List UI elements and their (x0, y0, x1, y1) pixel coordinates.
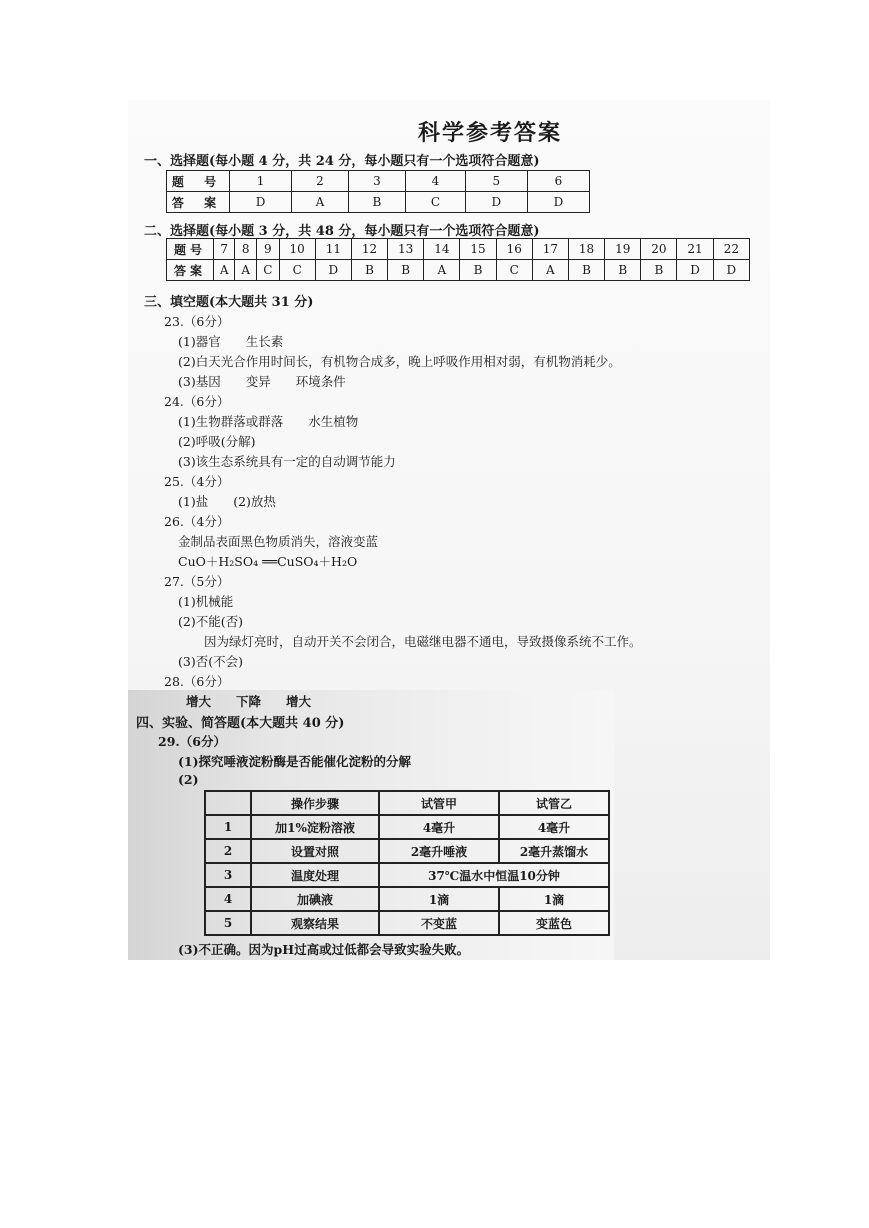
question-number: 10 (279, 239, 315, 260)
question-number: 18 (568, 239, 604, 260)
q23-answer-1: (1)器官 生长素 (178, 334, 284, 349)
question-number: 1 (230, 171, 292, 192)
question-number: 21 (677, 239, 713, 260)
answer-cell: D (713, 260, 749, 281)
answer-cell: B (605, 260, 641, 281)
q24-label: 24.（6分） (164, 394, 230, 409)
q24-answer-3: (3)该生态系统具有一定的自动调节能力 (178, 454, 396, 469)
q29-answer-3: (3)不正确。因为pH过高或过低都会导致实验失败。 (178, 942, 470, 957)
section1-heading: 一、选择题(每小题 4 分，共 24 分，每小题只有一个选项符合题意) (144, 154, 540, 169)
cell-tube-a: 不变蓝 (379, 911, 499, 935)
q27-label: 27.（5分） (164, 574, 230, 589)
q27-answer-1: (1)机械能 (178, 594, 234, 609)
answer-cell: A (214, 260, 235, 281)
question-number: 17 (532, 239, 568, 260)
section1-answer-table (166, 170, 590, 213)
cell-tube-b: 4毫升 (499, 815, 609, 839)
q23-answer-2: (2)白天光合作用时间长，有机物合成多，晚上呼吸作用相对弱，有机物消耗少。 (178, 354, 621, 369)
question-number: 13 (388, 239, 424, 260)
cell-tube-b: 1滴 (499, 887, 609, 911)
question-number: 9 (256, 239, 279, 260)
q25-answer-1: (1)盐 (2)放热 (178, 494, 276, 509)
table-row (205, 911, 609, 935)
section4-heading: 四、实验、简答题(本大题共 40 分) (136, 716, 345, 731)
q23-answer-3: (3)基因 变异 环境条件 (178, 374, 346, 389)
step-number: 2 (205, 839, 251, 863)
question-number: 7 (214, 239, 235, 260)
q28-answer: 增大 下降 增大 (186, 694, 312, 709)
answer-cell: A (235, 260, 256, 281)
cell-tube-b: 2毫升蒸馏水 (499, 839, 609, 863)
answer-cell: C (256, 260, 279, 281)
row-label-number: 题 号 (167, 171, 230, 192)
q29-answer-2-label: (2) (178, 772, 199, 787)
q27-answer-2: (2)不能(否) (178, 614, 243, 629)
cell-tube-a: 2毫升唾液 (379, 839, 499, 863)
question-number: 19 (605, 239, 641, 260)
answer-cell: B (351, 260, 387, 281)
section2-answer-table (166, 238, 750, 281)
table-row (167, 192, 590, 213)
table-row (205, 839, 609, 863)
step-number: 4 (205, 887, 251, 911)
question-number: 6 (527, 171, 589, 192)
answer-cell: B (460, 260, 496, 281)
q24-answer-1: (1)生物群落或群落 水生植物 (178, 414, 359, 429)
answer-cell: B (388, 260, 424, 281)
step-name: 加1%淀粉溶液 (251, 815, 379, 839)
answer-cell: D (465, 192, 527, 213)
question-number: 20 (641, 239, 677, 260)
answer-cell: B (348, 192, 405, 213)
question-number: 5 (465, 171, 527, 192)
experiment-table (204, 790, 610, 936)
answer-cell: C (279, 260, 315, 281)
q27-answer-3: (3)否(不会) (178, 654, 243, 669)
answer-cell: D (315, 260, 351, 281)
section3-heading: 三、填空题(本大题共 31 分) (144, 295, 314, 310)
answer-cell: A (424, 260, 460, 281)
q24-answer-2: (2)呼吸(分解) (178, 434, 256, 449)
q28-label: 28.（6分） (164, 674, 230, 689)
q27-explanation: 因为绿灯亮时，自动开关不会闭合，电磁继电器不通电，导致摄像系统不工作。 (204, 634, 642, 649)
q26-answer-1: 金制品表面黑色物质消失，溶液变蓝 (178, 534, 379, 549)
table-row (205, 815, 609, 839)
header-cell: 试管乙 (499, 791, 609, 815)
answer-cell: D (230, 192, 292, 213)
step-name: 设置对照 (251, 839, 379, 863)
q23-label: 23.（6分） (164, 314, 230, 329)
question-number: 12 (351, 239, 387, 260)
question-number: 4 (406, 171, 466, 192)
step-name: 加碘液 (251, 887, 379, 911)
answer-cell: C (496, 260, 532, 281)
q26-equation: CuO＋H₂SO₄ ══CuSO₄＋H₂O (178, 554, 358, 569)
answer-cell: C (406, 192, 466, 213)
q29-label: 29.（6分） (158, 734, 226, 749)
question-number: 14 (424, 239, 460, 260)
answer-cell: B (641, 260, 677, 281)
answer-cell: D (677, 260, 713, 281)
q29-answer-1: (1)探究唾液淀粉酶是否能催化淀粉的分解 (178, 754, 412, 769)
question-number: 8 (235, 239, 256, 260)
table-row (167, 239, 750, 260)
question-number: 15 (460, 239, 496, 260)
answer-cell: B (568, 260, 604, 281)
table-row (205, 887, 609, 911)
table-row (205, 863, 609, 887)
answer-cell: A (532, 260, 568, 281)
page-title: 科学参考答案 (418, 120, 563, 146)
row-label-answer: 答案 (167, 260, 214, 281)
step-name: 温度处理 (251, 863, 379, 887)
header-cell (205, 791, 251, 815)
table-row (167, 171, 590, 192)
question-number: 3 (348, 171, 405, 192)
table-row (205, 791, 609, 815)
answer-cell: A (292, 192, 349, 213)
question-number: 22 (713, 239, 749, 260)
answer-cell: D (527, 192, 589, 213)
cell-tube-b: 变蓝色 (499, 911, 609, 935)
cell-tube-a: 1滴 (379, 887, 499, 911)
question-number: 11 (315, 239, 351, 260)
question-number: 16 (496, 239, 532, 260)
table-row (167, 260, 750, 281)
section2-heading: 二、选择题(每小题 3 分，共 48 分，每小题只有一个选项符合题意) (144, 224, 540, 239)
cell-both-tubes: 37℃温水中恒温10分钟 (379, 863, 609, 887)
header-cell: 试管甲 (379, 791, 499, 815)
step-name: 观察结果 (251, 911, 379, 935)
q25-label: 25.（4分） (164, 474, 230, 489)
q26-label: 26.（4分） (164, 514, 230, 529)
step-number: 3 (205, 863, 251, 887)
step-number: 5 (205, 911, 251, 935)
step-number: 1 (205, 815, 251, 839)
question-number: 2 (292, 171, 349, 192)
header-cell: 操作步骤 (251, 791, 379, 815)
cell-tube-a: 4毫升 (379, 815, 499, 839)
row-label-answer: 答 案 (167, 192, 230, 213)
row-label-number: 题号 (167, 239, 214, 260)
